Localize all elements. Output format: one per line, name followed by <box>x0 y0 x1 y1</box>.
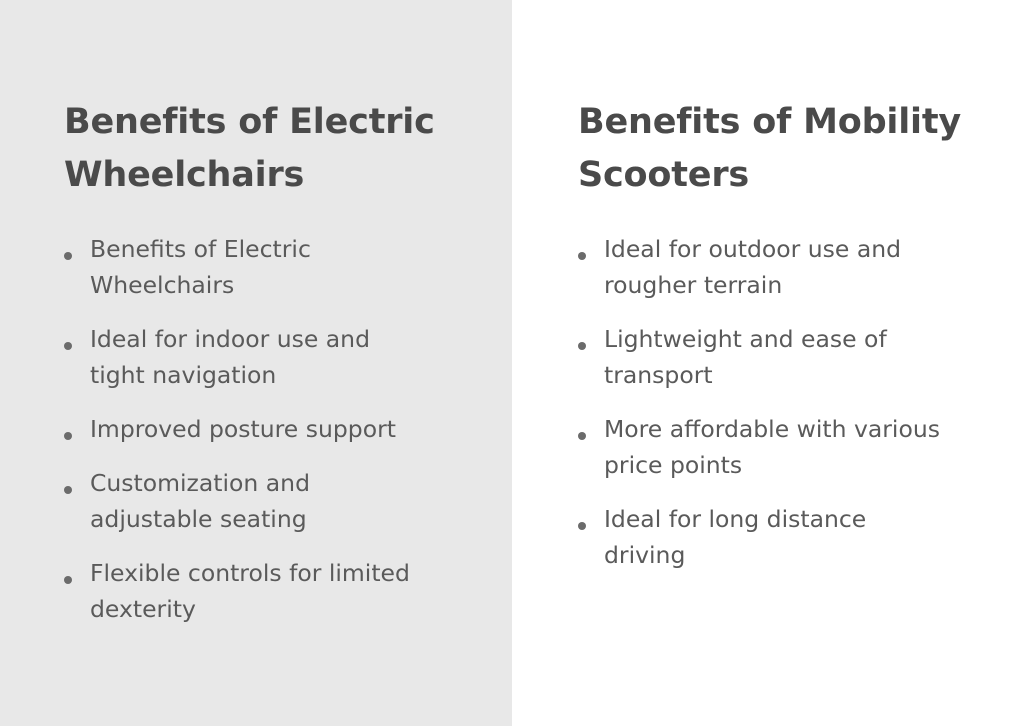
bullet-dot-icon <box>64 486 90 494</box>
bullet-text: More affordable with various price points <box>604 415 940 480</box>
bullet-text: Improved posture support <box>90 415 396 444</box>
column-title-left: Benefits of Electric Wheelchairs <box>64 102 435 196</box>
list-item <box>578 322 950 394</box>
list-item <box>64 322 430 394</box>
list-item <box>578 502 950 574</box>
bullet-text: Ideal for outdoor use and rougher terrain <box>604 235 902 300</box>
bullet-text: Ideal for long distance driving <box>604 505 867 570</box>
column-title-right: Benefits of Mobility Scooters <box>578 102 961 196</box>
bullet-text: Flexible controls for limited dexterity <box>90 559 410 623</box>
bullet-dot-icon <box>64 432 90 440</box>
list-item <box>64 556 430 628</box>
bullet-dot-icon <box>64 342 90 350</box>
list-item <box>64 466 430 538</box>
bullet-text: Customization and adjustable seating <box>90 469 310 534</box>
bullet-text: Lightweight and ease of transport <box>604 325 887 390</box>
bullet-dot-icon <box>578 522 604 530</box>
bullet-list-right <box>578 232 984 574</box>
bullet-dot-icon <box>64 252 90 260</box>
bullet-dot-icon <box>64 576 90 584</box>
list-item <box>64 412 430 448</box>
list-item <box>64 232 430 304</box>
bullet-text: Benefits of Electric Wheelchairs <box>90 235 311 300</box>
column-mobility-scooters <box>512 0 1024 726</box>
bullet-list-left <box>64 232 450 628</box>
list-item <box>578 232 950 304</box>
bullet-text: Ideal for indoor use and tight navigation <box>90 325 370 390</box>
list-item <box>578 412 950 484</box>
bullet-dot-icon <box>578 342 604 350</box>
bullet-dot-icon <box>578 432 604 440</box>
bullet-dot-icon <box>578 252 604 260</box>
